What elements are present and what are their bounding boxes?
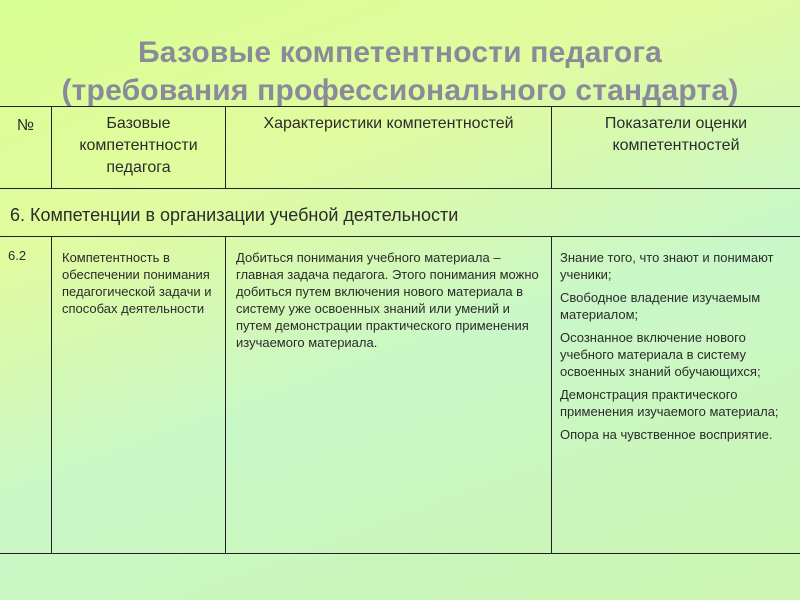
indicator-list bbox=[552, 237, 800, 443]
header-number-label: № bbox=[16, 117, 35, 134]
header-cell-competence bbox=[52, 107, 226, 188]
row-number: 6.2 bbox=[8, 248, 27, 263]
indicator-item: Свободное владение изучаемым материалом; bbox=[560, 290, 761, 322]
header-cell-indicators bbox=[552, 107, 800, 188]
row-characteristics-text: Добиться понимания учебного материала – главная задача педагога. Этого понимания можно добиться путем включения нового материала в систему уже освоенных знаний или умений и путем демонстрации практического применения изучаемого материала. bbox=[236, 250, 539, 350]
indicator-item: Демонстрация практического применения изучаемого материала; bbox=[560, 387, 779, 419]
row-number-cell bbox=[0, 237, 52, 553]
header-competence-label: Базовые компетентности педагога bbox=[79, 115, 198, 176]
slide-title bbox=[0, 34, 800, 110]
row-competence-cell bbox=[52, 237, 226, 553]
title-line-1: Базовые компетентности педагога bbox=[137, 36, 663, 69]
row-competence-text: Компетентность в обеспечении понимания педагогической задачи и способах деятельности bbox=[62, 250, 212, 316]
competence-table bbox=[0, 106, 800, 554]
table-header-row bbox=[0, 107, 800, 189]
row-indicators-cell bbox=[552, 237, 800, 553]
table-row bbox=[0, 237, 800, 553]
indicator-item: Осознанное включение нового учебного материала в систему освоенных знаний обучающихся; bbox=[560, 330, 761, 379]
indicator-item: Опора на чувственное восприятие. bbox=[560, 427, 773, 442]
indicator-item: Знание того, что знают и понимают ученики; bbox=[560, 250, 774, 282]
header-cell-characteristics bbox=[226, 107, 552, 188]
table-section-row bbox=[0, 189, 800, 237]
title-line-2: (требования профессионального стандарта) bbox=[61, 74, 739, 107]
header-indicators-label: Показатели оценки компетентностей bbox=[604, 115, 748, 154]
row-characteristics-cell bbox=[226, 237, 552, 553]
header-cell-number bbox=[0, 107, 52, 188]
section-title: 6. Компетенции в организации учебной деятельности bbox=[10, 205, 459, 225]
header-characteristics-label: Характеристики компетентностей bbox=[263, 115, 514, 132]
